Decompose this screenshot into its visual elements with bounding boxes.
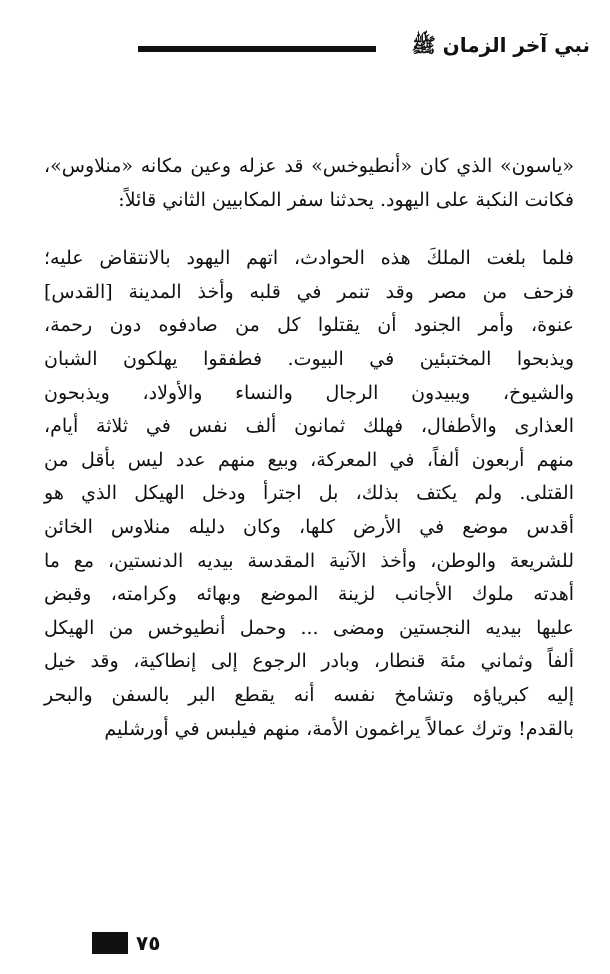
text-line: للشريعة والوطن، وأخذ الآنية المقدسة بيديه الدنستين، مع ما [44,549,574,572]
intro-paragraph [44,150,574,217]
text-line: «ياسون» الذي كان «أنطيوخس» قد عزله وعين مكانه «منلاوس»، [44,155,574,177]
text-line: عليها بيديه النجستين ومضى ... وحمل أنطيوخس من الهيكل [44,616,574,639]
text-line: ويذبحوا المختبئين في البيوت. فطفقوا يهلكون الشبان [44,347,574,370]
header-rule [138,46,376,52]
text-line: عنوة، وأمر الجنود أن يقتلوا كل من صادفوه دون رحمة، [44,314,574,337]
page-footer [92,928,182,958]
text-line: فزحف من مصر وقد تنمر في قلبه وأخذ المدينة [القدس] [44,280,574,303]
text-line: بالقدم! وترك عمالاً يراغمون الأمة، منهم فيلبس في أورشليم [104,717,574,740]
page-number: ٧٥ [136,931,161,955]
text-line: إليه كبرياؤه وتشامخ نفسه أنه يقطع البر بالسفن والبحر [44,683,574,706]
page-header [70,28,590,68]
text-line: منهم أربعون ألفاً، في المعركة، وبيع منهم عدد ليس بأقل من [44,448,574,471]
text-line: فلما بلغت الملكَ هذه الحوادث، اتهم اليهود بالانتقاض عليه؛ [44,247,574,270]
running-title: نبي آخر الزمان ﷺ [411,33,590,57]
text-line: العذارى والأطفال، فهلك ثمانون ألف نفس في ثلاثة أيام، [44,415,574,438]
text-line: ألفاً وثماني مئة قنطار، وبادر الرجوع إلى إنطاكية، وقد خيل [44,650,574,673]
footer-block [92,932,128,954]
body-text [44,150,574,746]
text-line: أقدس موضع في الأرض كلها، وكان دليله منلاوس الخائن [44,515,574,538]
text-line: القتلى. ولم يكتف بذلك، بل اجترأ ودخل الهيكل الذي هو [44,482,574,505]
text-line: والشيوخ، ويبيدون الرجال والنساء والأولاد، ويذبحون [44,381,574,404]
quoted-passage [44,242,574,746]
text-line: أهدته ملوك الأجانب لزينة الموضع وبهائه وكرامته، وقبض [44,583,574,606]
text-line: فكانت النكبة على اليهود. يحدثنا سفر المكابيين الثاني قائلاً: [118,188,574,211]
